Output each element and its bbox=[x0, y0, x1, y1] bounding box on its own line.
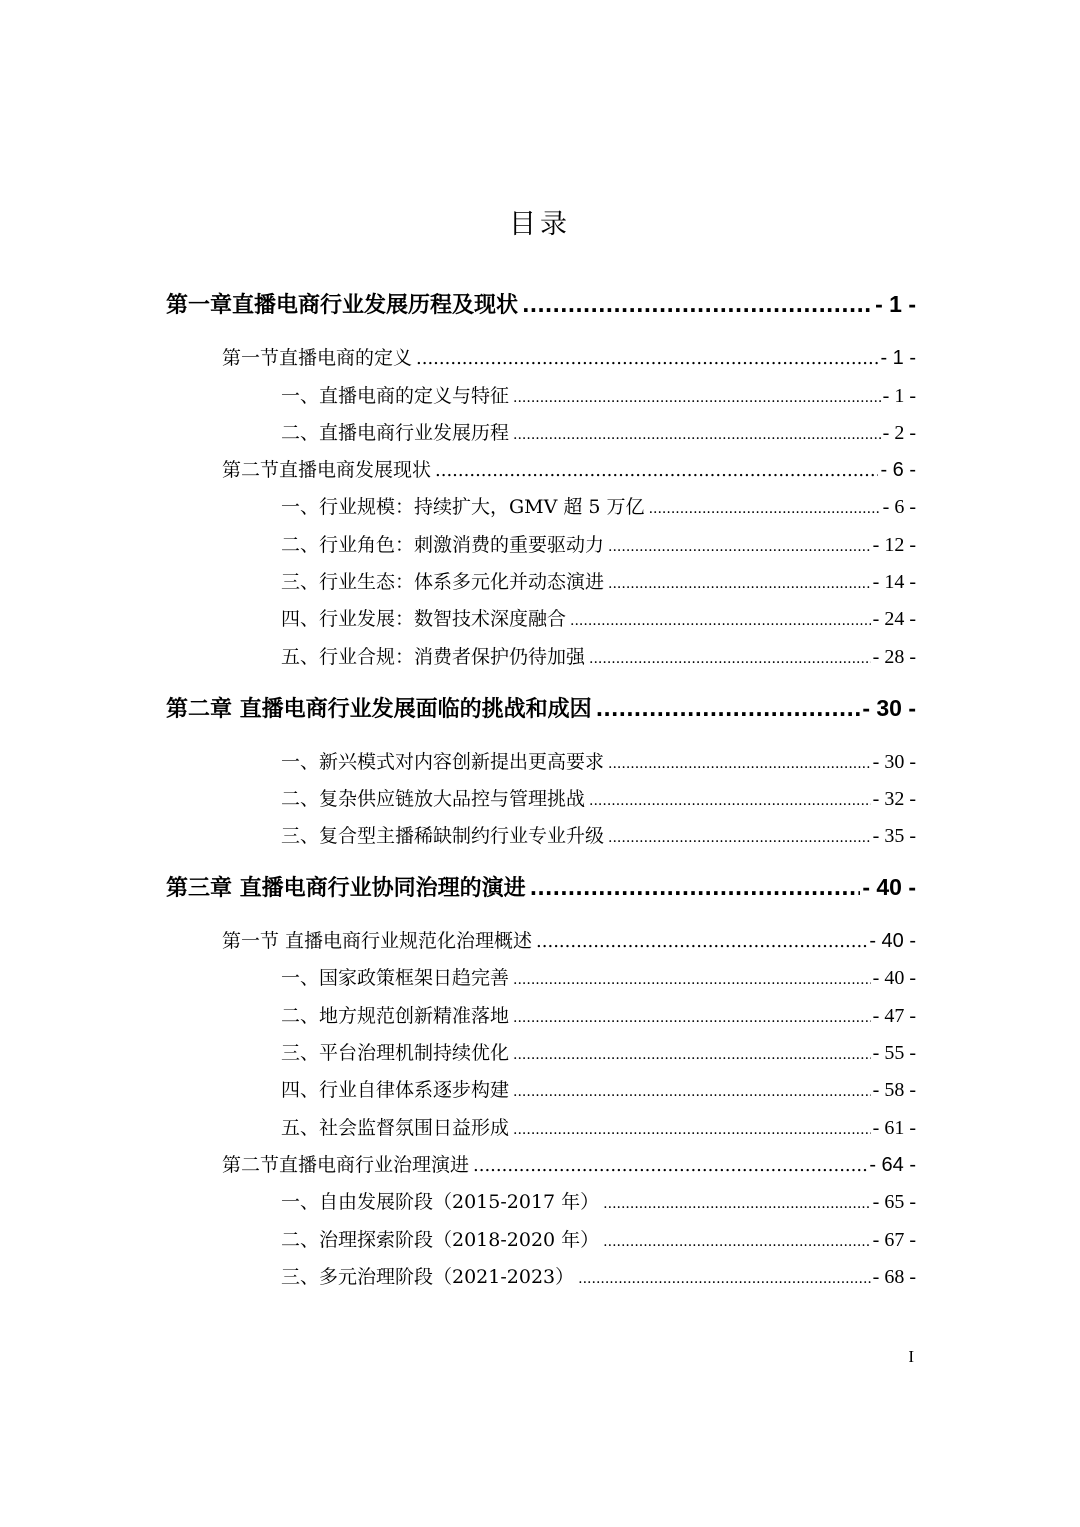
toc-entry-label: 二、直播电商行业发展历程 bbox=[281, 422, 510, 444]
dot-leader bbox=[416, 348, 878, 369]
toc-entry-page: - 40 - bbox=[872, 967, 916, 989]
toc-entry-page: - 1 - bbox=[882, 385, 916, 407]
toc-entry-page: - 32 - bbox=[872, 788, 916, 810]
dot-leader bbox=[608, 756, 871, 772]
toc-entry-page: - 35 - bbox=[872, 825, 916, 847]
toc-entry-subsection[interactable] bbox=[281, 492, 916, 519]
toc-entry-subsection[interactable] bbox=[281, 642, 916, 669]
toc-entry-label: 三、行业生态：体系多元化并动态演进 bbox=[281, 571, 605, 593]
dot-leader bbox=[608, 539, 871, 555]
page-number: I bbox=[908, 1347, 914, 1366]
toc-entry-label: 四、行业自律体系逐步构建 bbox=[281, 1079, 510, 1101]
toc-entry-label: 一、新兴模式对内容创新提出更高要求 bbox=[281, 751, 605, 773]
toc-entry-label: 五、社会监督氛围日益形成 bbox=[281, 1117, 510, 1139]
dot-leader bbox=[578, 1271, 871, 1287]
toc-entry-page: - 28 - bbox=[872, 646, 916, 668]
toc-entry-label: 第二节直播电商发展现状 bbox=[222, 459, 432, 481]
toc-entry-page: - 30 - bbox=[862, 695, 916, 721]
toc-entry-label: 二、复杂供应链放大品控与管理挑战 bbox=[281, 788, 586, 810]
toc-entry-subsection[interactable] bbox=[281, 1001, 916, 1028]
toc-entry-label: 三、多元治理阶段（2021-2023） bbox=[281, 1266, 575, 1288]
toc-entry-subsection[interactable] bbox=[281, 604, 916, 631]
dot-leader bbox=[513, 972, 871, 988]
toc-entry-label: 第一章直播电商行业发展历程及现状 bbox=[166, 293, 519, 318]
toc-entry-chapter-2[interactable] bbox=[166, 692, 916, 723]
toc-entry-section[interactable] bbox=[222, 926, 916, 953]
dot-leader bbox=[603, 1196, 871, 1212]
toc-entry-label: 一、自由发展阶段（2015-2017 年） bbox=[281, 1191, 600, 1213]
toc-entry-page: - 58 - bbox=[872, 1079, 916, 1101]
toc-entry-section[interactable] bbox=[222, 455, 916, 482]
dot-leader bbox=[608, 576, 871, 592]
toc-entry-section[interactable] bbox=[222, 1150, 916, 1177]
toc-entry-chapter-3[interactable] bbox=[166, 871, 916, 902]
toc-entry-label: 三、复合型主播稀缺制约行业专业升级 bbox=[281, 825, 605, 847]
toc-entry-label: 第三章 直播电商行业协同治理的演进 bbox=[166, 876, 526, 901]
toc-entry-label: 第二节直播电商行业治理演进 bbox=[222, 1154, 470, 1176]
toc-entry-page: - 1 - bbox=[880, 347, 916, 369]
toc-entry-subsection[interactable] bbox=[281, 530, 916, 557]
toc-entry-label: 二、地方规范创新精准落地 bbox=[281, 1005, 510, 1027]
toc-entry-page: - 6 - bbox=[880, 459, 916, 481]
dot-leader bbox=[513, 1010, 871, 1026]
dot-leader bbox=[608, 830, 871, 846]
dot-leader bbox=[589, 793, 871, 809]
toc-entry-page: - 55 - bbox=[872, 1042, 916, 1064]
toc-entry-subsection[interactable] bbox=[281, 1262, 916, 1289]
dot-leader bbox=[649, 501, 881, 517]
toc-entry-subsection[interactable] bbox=[281, 1075, 916, 1102]
toc-entry-subsection[interactable] bbox=[281, 1038, 916, 1065]
toc-entry-label: 一、直播电商的定义与特征 bbox=[281, 385, 510, 407]
toc-entry-subsection[interactable] bbox=[281, 821, 916, 848]
dot-leader bbox=[589, 651, 871, 667]
toc-entry-page: - 12 - bbox=[872, 534, 916, 556]
dot-leader bbox=[513, 1122, 871, 1138]
dot-leader bbox=[603, 1234, 871, 1250]
toc-entry-page: - 67 - bbox=[872, 1229, 916, 1251]
toc-entry-subsection[interactable] bbox=[281, 747, 916, 774]
toc-entry-subsection[interactable] bbox=[281, 567, 916, 594]
toc-entry-label: 四、行业发展：数智技术深度融合 bbox=[281, 608, 567, 630]
dot-leader bbox=[522, 293, 873, 317]
toc-entry-label: 五、行业合规：消费者保护仍待加强 bbox=[281, 646, 586, 668]
toc-entry-label: 一、国家政策框架日趋完善 bbox=[281, 967, 510, 989]
toc-entry-page: - 40 - bbox=[869, 930, 916, 952]
toc-entry-subsection[interactable] bbox=[281, 963, 916, 990]
toc-entry-subsection[interactable] bbox=[281, 1187, 916, 1214]
toc-entry-label: 第一节 直播电商行业规范化治理概述 bbox=[222, 930, 533, 952]
toc-entry-page: - 65 - bbox=[872, 1191, 916, 1213]
dot-leader bbox=[536, 931, 867, 952]
toc-entry-page: - 40 - bbox=[862, 874, 916, 900]
dot-leader bbox=[530, 876, 861, 900]
toc-entry-label: 二、行业角色：刺激消费的重要驱动力 bbox=[281, 534, 605, 556]
toc-entry-subsection[interactable] bbox=[281, 1225, 916, 1252]
toc-entry-page: - 14 - bbox=[872, 571, 916, 593]
toc-entry-subsection[interactable] bbox=[281, 381, 916, 408]
dot-leader bbox=[513, 1047, 871, 1063]
toc-entry-label: 三、平台治理机制持续优化 bbox=[281, 1042, 510, 1064]
toc-entry-label: 第二章 直播电商行业发展面临的挑战和成因 bbox=[166, 697, 592, 722]
toc-entry-label: 一、行业规模：持续扩大，GMV 超 5 万亿 bbox=[281, 496, 645, 518]
dot-leader bbox=[435, 460, 878, 481]
toc-entry-section[interactable] bbox=[222, 343, 916, 370]
toc-title: 目录 bbox=[509, 209, 571, 240]
toc-entry-subsection[interactable] bbox=[281, 784, 916, 811]
toc-entry-page: - 68 - bbox=[872, 1266, 916, 1288]
toc-entry-label: 二、治理探索阶段（2018-2020 年） bbox=[281, 1229, 600, 1251]
toc-entry-page: - 30 - bbox=[872, 751, 916, 773]
toc-entry-page: - 24 - bbox=[872, 608, 916, 630]
toc-entry-subsection[interactable] bbox=[281, 418, 916, 445]
dot-leader bbox=[473, 1155, 867, 1176]
dot-leader bbox=[596, 697, 861, 721]
toc-entry-page: - 61 - bbox=[872, 1117, 916, 1139]
toc-entry-page: - 1 - bbox=[875, 291, 916, 317]
toc-entry-page: - 2 - bbox=[882, 422, 916, 444]
dot-leader bbox=[513, 1084, 871, 1100]
dot-leader bbox=[513, 427, 881, 443]
toc-entry-label: 第一节直播电商的定义 bbox=[222, 347, 413, 369]
toc-entry-page: - 6 - bbox=[882, 496, 916, 518]
dot-leader bbox=[513, 390, 881, 406]
toc-entry-page: - 64 - bbox=[869, 1154, 916, 1176]
toc-entry-page: - 47 - bbox=[872, 1005, 916, 1027]
toc-entry-subsection[interactable] bbox=[281, 1113, 916, 1140]
dot-leader bbox=[570, 613, 871, 629]
toc-entry-chapter-1[interactable] bbox=[166, 288, 916, 319]
